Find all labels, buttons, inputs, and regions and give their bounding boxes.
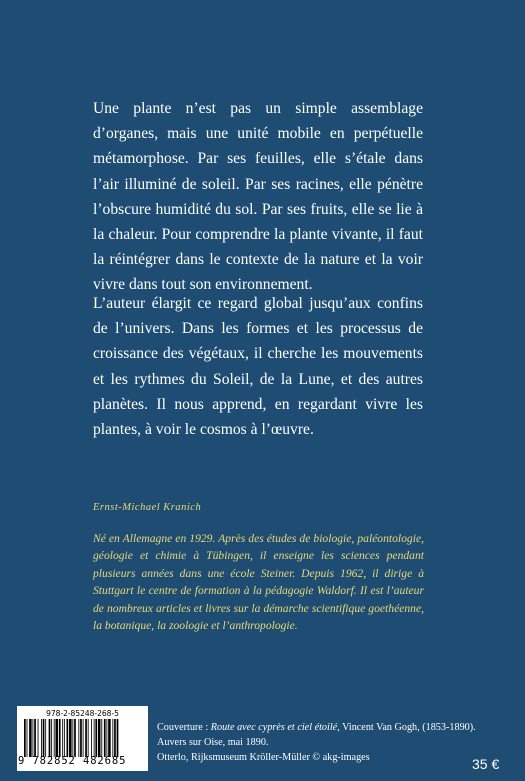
- credits-artwork: Route avec cyprès et ciel étoilé,: [210, 722, 340, 733]
- barcode-digits: 9 782852 482685: [18, 755, 127, 767]
- author-bio: Né en Allemagne en 1929. Après des études de biologie, paléontologie, géologie et chimie à Tübingen, il enseigne les sciences pendant plusieurs années dans une école Steiner. Depuis 1962, il dirige à Stuttgart le centre de formation à la pédagogie Waldorf. Il est l’auteur de nombreux articles et livres sur la démarche scientifique goethéenne, la botanique, la zoologie et l’anthropologie.: [93, 532, 424, 633]
- credits-line-3: Otterlo, Rijksmuseum Kröller-Müller © akg-images: [157, 751, 370, 763]
- barcode-bars-icon: [24, 719, 144, 757]
- credits-line-1: [157, 721, 497, 736]
- isbn-number: 978-2-85248-268-5: [46, 709, 119, 718]
- blurb-paragraph-1: Une plante n’est pas un simple assemblage d’organes, mais une unité mobile en perpétuelle métamorphose. Par ses feuilles, elle s’étale dans l’air illuminé de soleil. Par ses racines, elle pénètre l’obscure humidité du sol. Par ses fruits, elle se lie à la chaleur. Pour comprendre la plante vivante, il faut la réintégrer dans le contexte de la nature et la voir vivre dans tout son environnement.: [93, 100, 423, 294]
- barcode: [17, 706, 148, 771]
- credits-line-2: Auvers sur Oise, mai 1890.: [157, 736, 269, 748]
- cover-credits: [157, 721, 497, 765]
- author-name: Ernst-Michael Kranich: [93, 502, 202, 513]
- price: 35 €: [472, 756, 500, 772]
- blurb-paragraph-2: L’auteur élargit ce regard global jusqu’aux confins de l’univers. Dans les formes et les processus de croissance des végétaux, il cherche les mouvements et les rythmes du Soleil, de la Lune, et des autres planètes. Il nous apprend, en regardant vivre les plantes, à voir le cosmos à l’œuvre.: [93, 295, 423, 439]
- credits-label: Couverture :: [157, 722, 211, 733]
- credits-artist: Vincent Van Gogh, (1853-1890).: [339, 722, 476, 733]
